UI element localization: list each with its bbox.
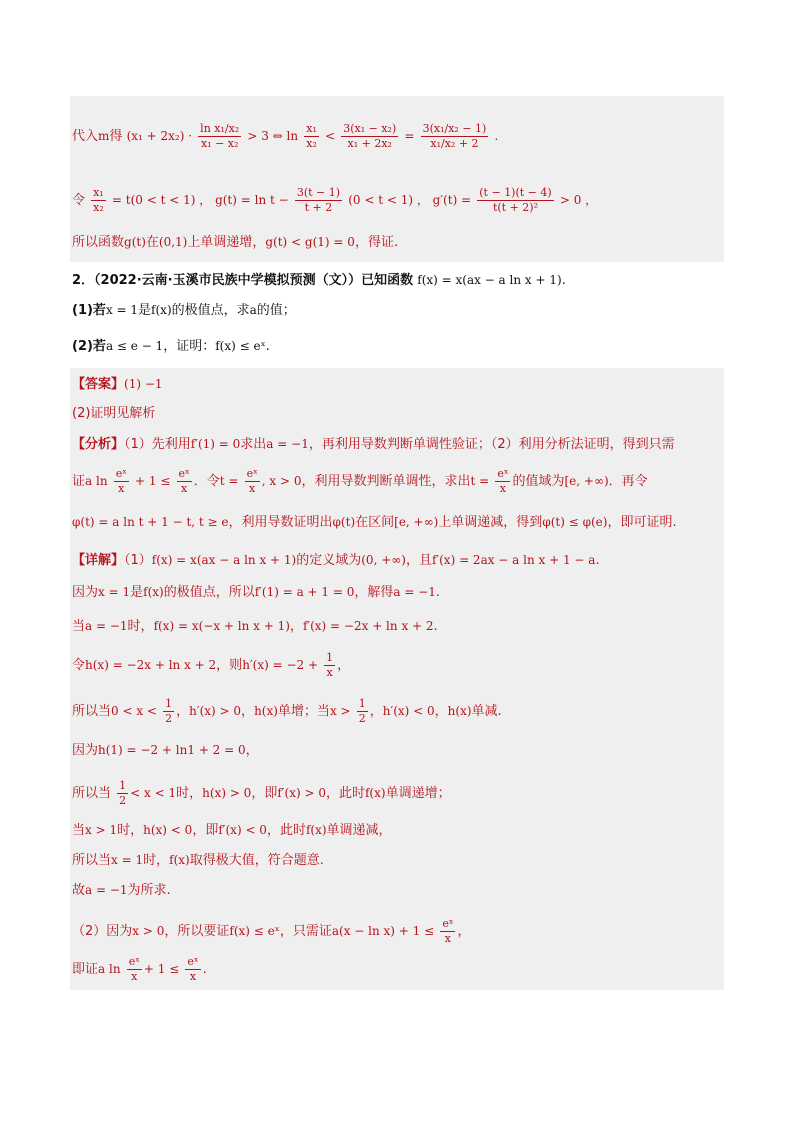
math: a = −1: [393, 585, 436, 599]
frac-num: eˣ: [187, 955, 199, 968]
text: （1）先利用: [124, 437, 191, 452]
text: 的定义域为: [296, 553, 362, 568]
analysis-line3: [72, 512, 722, 533]
fraction: [91, 186, 106, 215]
frac-num: 1: [358, 697, 366, 710]
text: （2）因为: [72, 924, 133, 939]
math: f′(x) = 2ax − a ln x + 1 − a: [431, 553, 596, 567]
text: ，: [245, 743, 259, 758]
frac-den: 2: [119, 794, 127, 807]
text: ，: [369, 704, 383, 719]
detail-tag: 【详解】: [72, 553, 125, 568]
math: h′(x) < 0: [382, 704, 435, 718]
math: f′(x) > 0: [277, 786, 326, 800]
math: t =: [219, 474, 239, 488]
frac-den: x: [189, 970, 197, 983]
text: 求出: [240, 437, 267, 452]
math: φ(t) ≤ φ(e): [542, 515, 608, 529]
text: ，则: [216, 658, 243, 673]
question-label: 2．（2022·云南·玉溪市民族中学模拟预测（文））已知函数: [72, 273, 414, 288]
math: 0 < x <: [111, 704, 157, 718]
text: 令: [72, 193, 86, 208]
math: f(x): [305, 823, 327, 837]
math: x >: [329, 704, 351, 718]
text: ，此时: [325, 786, 365, 801]
fraction: [495, 467, 510, 496]
math: <: [325, 129, 336, 143]
math: a(x − ln x) + 1 ≤: [331, 924, 435, 938]
fraction: [127, 955, 142, 984]
fraction: [198, 122, 241, 151]
math: g(t): [124, 235, 146, 249]
text: ，: [289, 619, 303, 634]
frac-num: x₁: [306, 122, 317, 135]
text: ，所以要证: [164, 924, 230, 939]
fraction: [477, 186, 553, 215]
math: f′(1) = a + 1 = 0: [254, 585, 355, 599]
text: 在区间: [355, 515, 395, 530]
analysis-tag: 【分析】: [72, 437, 125, 452]
text: ，: [241, 704, 255, 719]
math: a = −1: [85, 619, 128, 633]
math: g(t) < g(1) = 0: [265, 235, 355, 249]
math: a = −1: [85, 883, 128, 897]
math: .: [494, 129, 499, 143]
detail-line3: [72, 616, 722, 637]
text: 所以当: [72, 786, 112, 801]
text: ，即: [251, 786, 278, 801]
math: [e, +∞): [394, 515, 439, 529]
frac-num: eˣ: [442, 917, 454, 930]
text: (1)若: [72, 303, 106, 318]
text: .: [202, 962, 207, 977]
math: x > 1: [85, 823, 118, 837]
text: .: [435, 585, 441, 600]
detail-line12: [72, 952, 722, 987]
math: h(x) = −2x + ln x + 2: [85, 658, 217, 672]
frac-num: eˣ: [246, 467, 258, 480]
text: 是: [138, 303, 152, 318]
text: 上单调递减，得到: [438, 515, 543, 530]
math: (0,1): [158, 235, 188, 249]
text: ，再利用导数判断单调性验证；（2）利用分析法证明，得到只需: [308, 437, 675, 452]
frac-den: 2: [165, 712, 173, 725]
text: ，只需证: [279, 924, 332, 939]
text: 故: [72, 883, 86, 898]
math: > 0 ，: [559, 193, 598, 207]
text: 单增；当: [277, 704, 330, 719]
detail-line5: [72, 694, 722, 729]
frac-den: x₂: [93, 201, 104, 214]
math: h(x): [447, 704, 472, 718]
frac-den: x₁ − x₂: [200, 137, 239, 150]
frac-num: 3(x₁ − x₂): [343, 122, 397, 135]
math: f(x) ≤ eˣ: [229, 924, 280, 938]
text: (2)若: [72, 339, 106, 354]
detail-line4: [72, 648, 722, 683]
math: f(x) = x(−x + ln x + 1): [153, 619, 290, 633]
block1-line1: [72, 114, 722, 159]
detail-line7: [72, 776, 722, 811]
analysis-line2: [72, 464, 722, 499]
math: f(x) = x(ax − a ln x + 1): [151, 553, 297, 567]
question-2-part2: [72, 336, 722, 357]
text: ，利用导数证明出: [228, 515, 333, 530]
text: 因为: [72, 585, 99, 600]
math: + 1 ≤: [135, 474, 171, 488]
text: 时，: [176, 786, 203, 801]
math: h′(x) = −2 +: [242, 658, 319, 672]
math: f(x): [169, 853, 190, 867]
math: f′(1) = 0: [190, 437, 241, 451]
frac-den: x₁/x₂ + 2: [430, 137, 479, 150]
math: (x₁ + 2x₂) ·: [126, 129, 193, 143]
text: 得: [109, 129, 123, 144]
text: ，证明：: [163, 339, 216, 354]
detail-line8: [72, 820, 722, 841]
math: h(x) > 0: [202, 786, 252, 800]
text: ，此时: [266, 823, 306, 838]
frac-den: x: [131, 970, 138, 983]
math: f(x) = x(ax − a ln x + 1): [417, 273, 562, 287]
detail-line6: [72, 740, 722, 761]
answer-line2: [72, 404, 722, 424]
text: ，: [434, 704, 448, 719]
math: h(x) < 0: [143, 823, 193, 837]
math: + 1 ≤: [143, 962, 180, 976]
math: f′(x) = −2x + ln x + 2: [302, 619, 434, 633]
text: ，即: [192, 823, 219, 838]
math: =: [404, 129, 415, 143]
frac-den: x₁ + 2x₂: [347, 137, 392, 150]
text: 代入: [72, 129, 99, 144]
frac-den: x₂: [306, 137, 317, 150]
text: 因为: [72, 743, 99, 758]
math: < x < 1: [130, 786, 177, 800]
frac-den: x: [326, 666, 333, 679]
text: .: [595, 553, 600, 568]
fraction: [163, 697, 174, 726]
fraction: [357, 697, 368, 726]
detail-line2: [72, 582, 722, 603]
math: h(x): [254, 704, 278, 718]
text: .: [433, 619, 438, 634]
text: 的值域为: [512, 474, 565, 489]
math: h(1) = −2 + ln1 + 2 = 0: [98, 743, 246, 757]
text: ，即可证明.: [607, 515, 677, 530]
text: 证: [72, 474, 86, 489]
math: x > 0: [132, 924, 165, 938]
math: a ln: [85, 474, 108, 488]
math: > 3 ⇔ ln: [247, 129, 299, 143]
text: ，得证.: [354, 235, 399, 250]
math: a: [249, 303, 257, 317]
fraction: [421, 122, 489, 151]
frac-num: ln x₁/x₂: [200, 122, 240, 135]
math: h′(x) > 0: [189, 704, 242, 718]
math: m: [98, 129, 110, 143]
text: 是: [130, 585, 144, 600]
frac-num: 1: [165, 697, 173, 710]
block1-line2: [72, 184, 722, 217]
text: ，解得: [354, 585, 394, 600]
detail-line9: [72, 850, 722, 871]
text: ，利用导数判断单调性，求出: [301, 474, 471, 489]
frac-num: eˣ: [497, 467, 509, 480]
fraction: [117, 779, 128, 808]
frac-num: eˣ: [178, 467, 190, 480]
frac-num: eˣ: [128, 955, 140, 968]
frac-den: 2: [358, 712, 366, 725]
text: 单调递减，: [326, 823, 392, 838]
frac-den: x: [249, 482, 256, 495]
math: x = 1: [98, 585, 131, 599]
math: φ(t) = a ln t + 1 − t, t ≥ e: [72, 515, 229, 529]
answer-tag: 【答案】: [72, 377, 125, 392]
text: 时，: [117, 823, 144, 838]
frac-den: x: [181, 482, 188, 495]
block1-line3: [72, 232, 722, 253]
detail-line1: [72, 550, 722, 571]
math: f(x) ≤ eˣ: [215, 339, 266, 353]
math: (1) −1: [124, 377, 163, 391]
text: .: [561, 273, 566, 288]
math: x = 1: [105, 303, 139, 317]
frac-den: x: [444, 932, 451, 945]
frac-num: 1: [326, 651, 334, 664]
math: [e, +∞): [564, 474, 609, 488]
math: t =: [470, 474, 490, 488]
text: 所以当: [72, 853, 112, 868]
frac-den: x: [499, 482, 506, 495]
text: 为所求.: [127, 883, 171, 898]
fraction: [440, 917, 455, 946]
frac-num: 3(t − 1): [296, 186, 341, 199]
math: a ln: [98, 962, 121, 976]
math: (0 < t < 1) ， g′(t) =: [348, 193, 472, 207]
frac-num: eˣ: [115, 467, 127, 480]
text: （1）: [124, 553, 152, 568]
frac-num: 3(x₁/x₂ − 1): [422, 122, 487, 135]
frac-den: t + 2: [304, 201, 333, 214]
text: 的值；: [256, 303, 296, 318]
text: ，: [457, 924, 471, 939]
math: , x > 0: [261, 474, 302, 488]
question-2: [72, 270, 722, 291]
fraction: [245, 467, 260, 496]
text: 在: [145, 235, 159, 250]
fraction: [304, 122, 319, 151]
text: ，: [337, 658, 351, 673]
text: ，: [176, 704, 190, 719]
math: φ(t): [332, 515, 356, 529]
fraction: [324, 651, 335, 680]
text: 单减.: [471, 704, 502, 719]
math: (0, +∞): [361, 553, 406, 567]
text: (2)证明见解析: [72, 406, 156, 421]
math: f(x): [143, 585, 164, 599]
math: f(x): [151, 303, 172, 317]
text: 所以当: [72, 704, 112, 719]
detail-line11: [72, 914, 722, 949]
fraction: [185, 955, 200, 984]
text: .: [265, 339, 270, 354]
text: 的极值点，所以: [163, 585, 255, 600]
text: 单调递增；: [385, 786, 451, 801]
frac-den: x: [118, 482, 125, 495]
frac-num: x₁: [93, 186, 104, 199]
math: f(x): [364, 786, 386, 800]
fraction: [114, 467, 129, 496]
fraction: [341, 122, 398, 151]
math: f′(x) < 0: [218, 823, 267, 837]
text: 时，: [127, 619, 154, 634]
text: 令: [72, 658, 86, 673]
text: 即证: [72, 962, 99, 977]
frac-num: 1: [119, 779, 127, 792]
fraction: [295, 186, 342, 215]
text: ，且: [405, 553, 432, 568]
fraction: [177, 467, 192, 496]
frac-den: t(t + 2)²: [492, 201, 538, 214]
text: 当: [72, 823, 86, 838]
text: 上单调递增，: [187, 235, 266, 250]
frac-num: (t − 1)(t − 4): [479, 186, 552, 199]
detail-line10: [72, 880, 722, 901]
text: ．再令: [608, 474, 648, 489]
math: a = −1: [266, 437, 309, 451]
text: 所以函数: [72, 235, 125, 250]
math: a ≤ e − 1: [105, 339, 164, 353]
question-2-part1: [72, 300, 722, 321]
analysis-line1: [72, 434, 722, 455]
answer-line1: [72, 374, 722, 395]
math: = t(0 < t < 1) ， g(t) = ln t −: [111, 193, 289, 207]
math: x = 1: [111, 853, 144, 867]
text: 当: [72, 619, 86, 634]
text: 时，: [143, 853, 170, 868]
text: 取得极大值，符合题意.: [189, 853, 324, 868]
text: 的极值点，求: [171, 303, 250, 318]
text: ．令: [193, 474, 220, 489]
